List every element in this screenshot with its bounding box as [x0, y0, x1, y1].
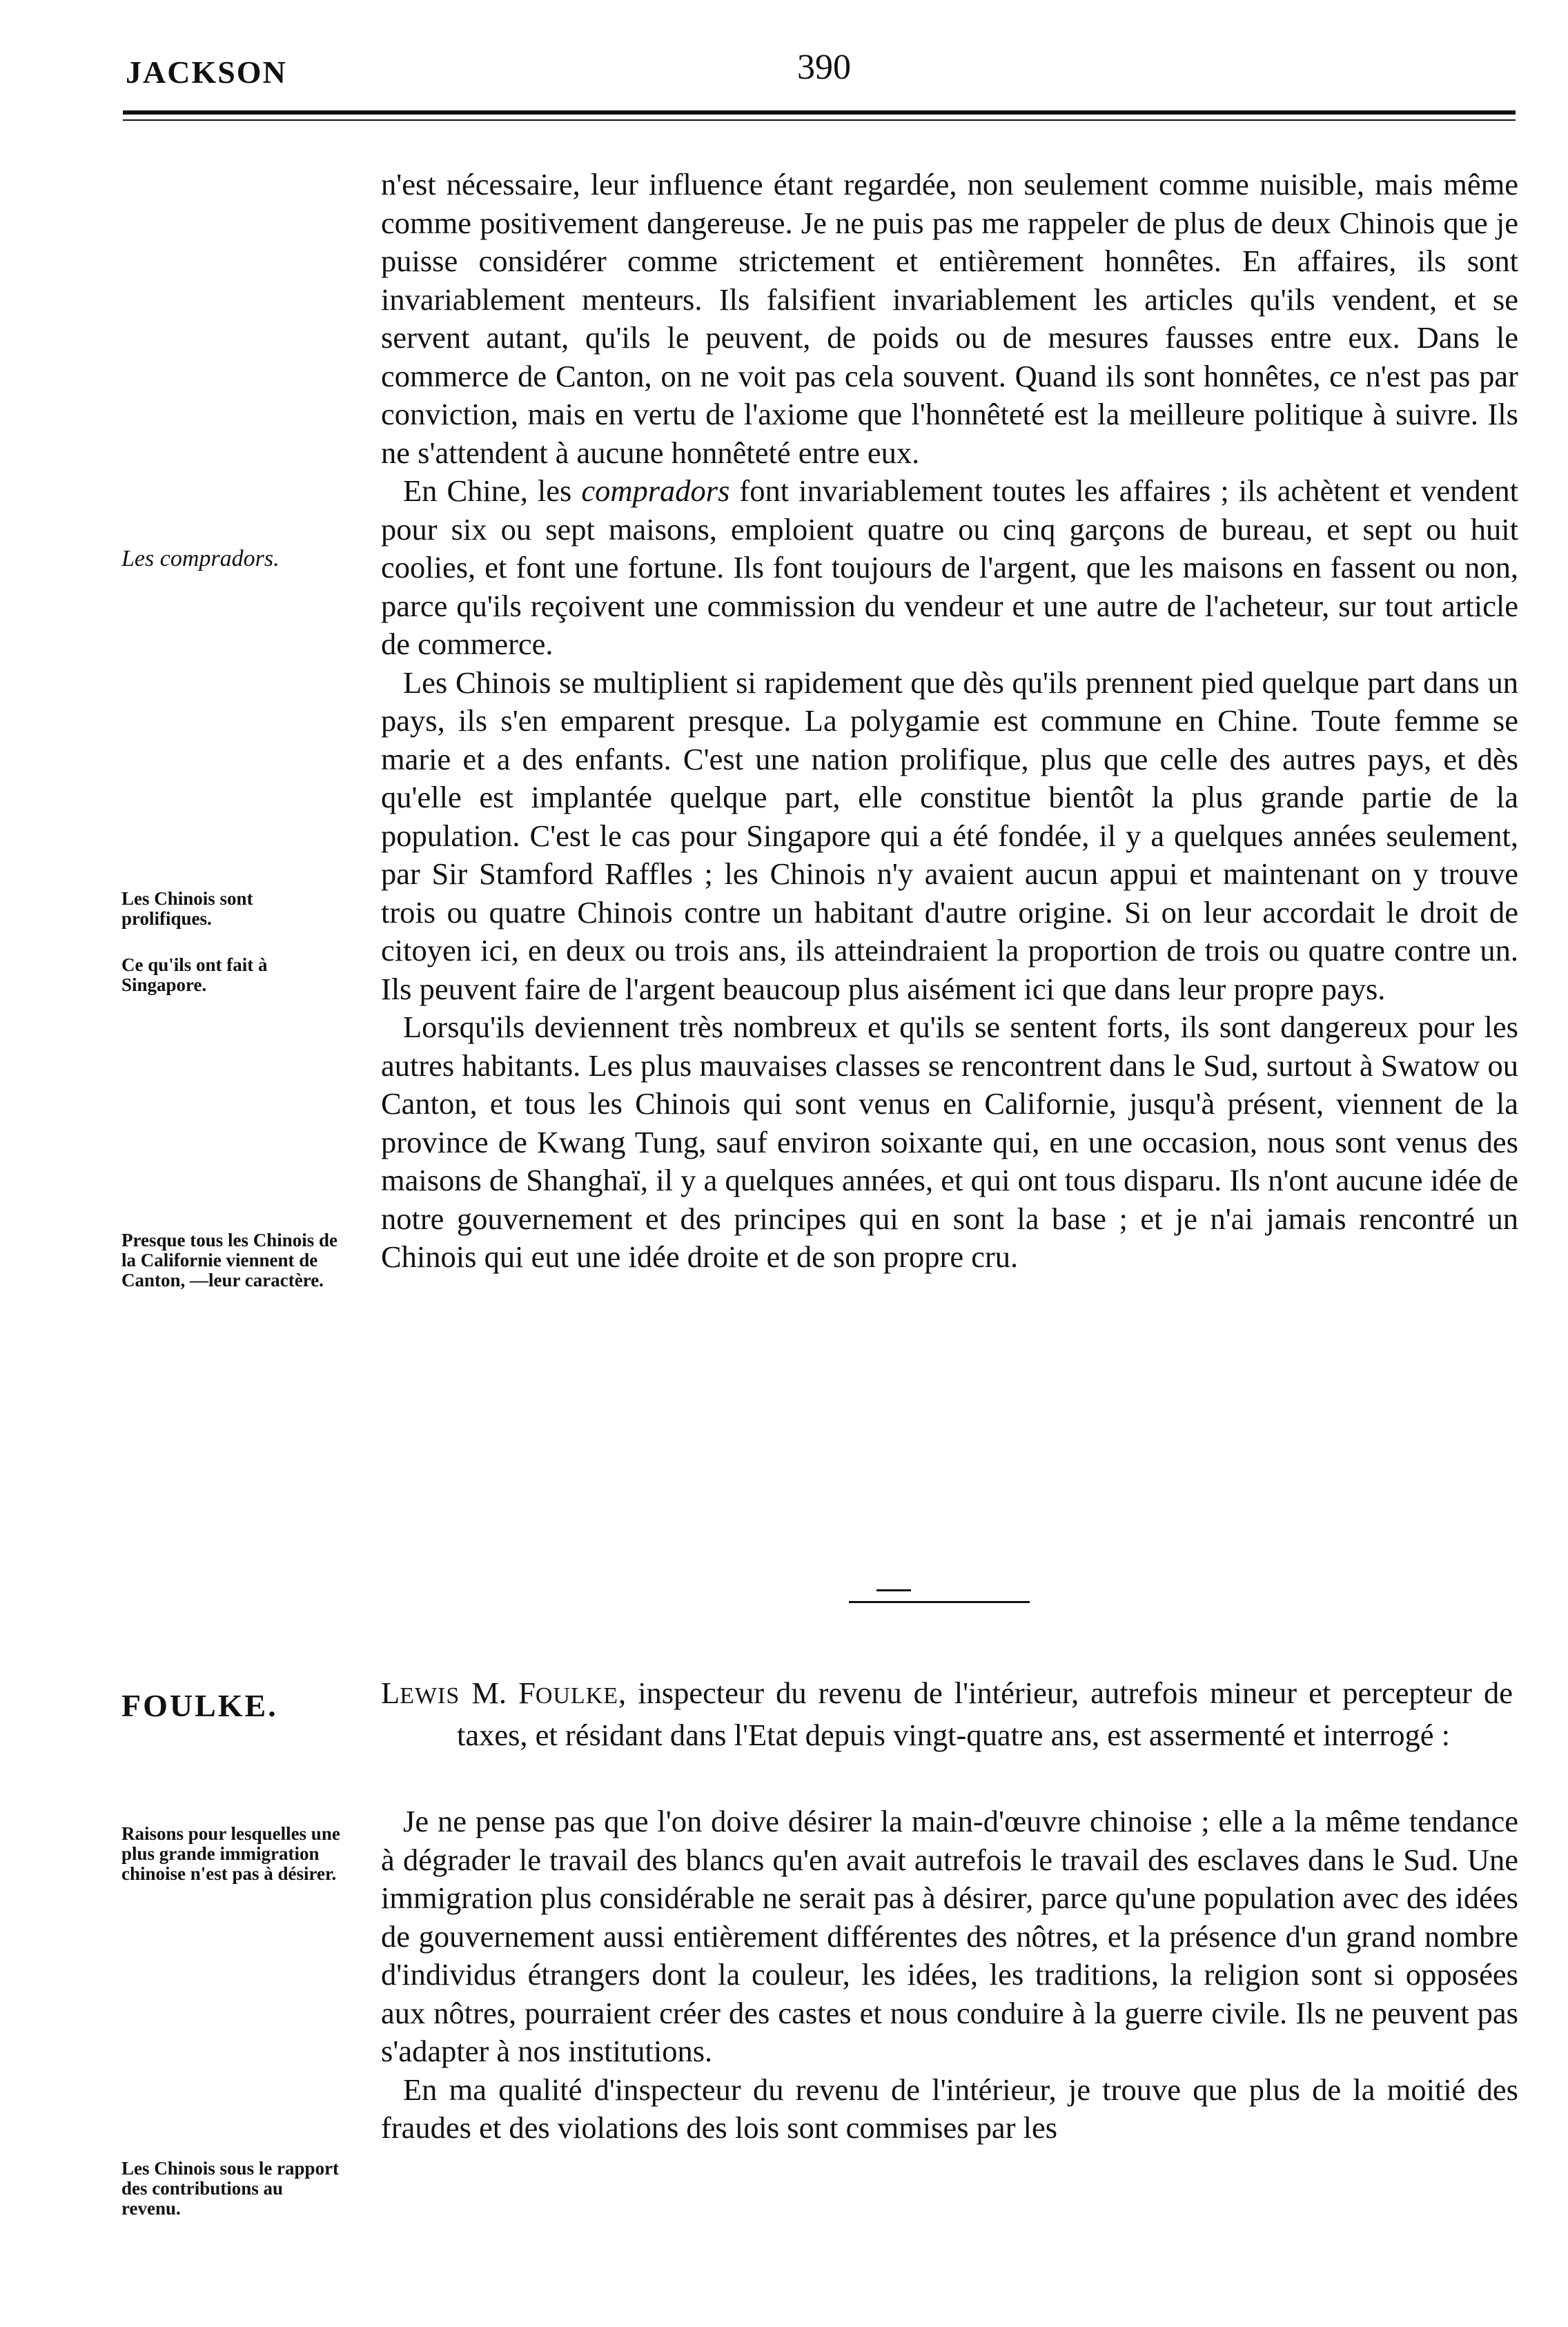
- jackson-paragraph-2: En Chine, les compradors font invariablement toutes les affaires ; ils achètent et vendent pour six ou sept maisons, emploient quatre ou cinq garçons de bureau, et sept ou huit coolies, et font une fortune. Ils font toujours de l'argent, que les maisons en fassent ou non, parce qu'ils reçoivent une commission du vendeur et une autre de l'acheteur, sur tout article de commerce.: [381, 473, 1518, 661]
- foulke-paragraph-1: Je ne pense pas que l'on doive désirer la main-d'œuvre chinoise ; elle a la même tendance à dégrader le travail des blancs qu'en avait autrefois le travail des esclaves dans le Sud. Une immigration plus considérable ne serait pas à désirer, parce qu'une population avec des idées de gouvernement aussi entièrement différentes des nôtres, et la présence d'un grand nombre d'individus étrangers dont la couleur, les idées, les traditions, la religion sont si opposées aux nôtres, pourraient créer des castes et nous conduire à la guerre civile. Ils ne peuvent pas s'adapter à nos institutions.: [381, 1804, 1518, 2068]
- running-head-title: JACKSON: [126, 55, 287, 90]
- margin-note-revenue: Les Chinois sous le rapport des contributions au revenu.: [121, 2158, 340, 2219]
- foulke-testimony: [381, 1803, 1518, 2148]
- margin-note-singapore: Ce qu'ils ont fait à Singapore.: [121, 954, 268, 995]
- jackson-paragraph-4: Lorsqu'ils deviennent très nombreux et qu'ils se sentent forts, ils sont dangereux pour les autres habitants. Les plus mauvaises classes se rencontrent dans le Sud, surtout à Swatow ou Canton, et tous les Chinois qui sont venus en Californie, jusqu'à présent, viennent de la province de Kwang Tung, sauf environ soixante qui, en une occasion, nous sont venus des maisons de Shanghaï, il y a quelques années, et qui ont tous disparu. Ils n'ont aucune idée de notre gouvernement et des principes qui en sont la base ; et je n'ai jamais rencontré un Chinois qui eut une idée droite et de son propre cru.: [381, 1010, 1518, 1274]
- header-rule-thick: [123, 110, 1516, 115]
- section-separator-short: [876, 1589, 911, 1591]
- margin-note-reasons: Raisons pour lesquelles une plus grande immigration chinoise n'est pas à désirer.: [121, 1823, 340, 1884]
- jackson-paragraph-3: Les Chinois se multiplient si rapidement que dès qu'ils prennent pied quelque part dans un pays, ils s'en emparent presque. La polygamie est commune en Chine. Toute femme se marie et a des enfants. C'est une nation prolifique, plus que celle des autres pays, et dès qu'elle est implantée quelque part, elle constitue bientôt la plus grande partie de la population. C'est le cas pour Singapore qui a été fondée, il y a quelques années seulement, par Sir Stamford Raffles ; les Chinois n'y avaient aucun appui et maintenant on y trouve trois ou quatre Chinois contre un habitant d'autre origine. Si on leur accordait le droit de citoyen ici, en deux ou trois ans, ils atteindraient la proportion de trois ou quatre contre un. Ils peuvent faire de l'argent beaucoup plus aisément ici que dans leur propre pays.: [381, 665, 1518, 1006]
- margin-note-california: Presque tous les Chinois de la Californie viennent de Canton, —leur caractère.: [121, 1230, 338, 1290]
- jackson-paragraph-1: n'est nécessaire, leur influence étant regardée, non seulement comme nuisible, mais même comme positivement dangereuse. Je ne puis pas me rappeler de plus de deux Chinois que je puisse considérer comme strictement et entièrement honnêtes. En affaires, ils sont invariablement menteurs. Ils falsifient invariablement les articles qu'ils vendent, et se servent autant, qu'ils le peuvent, de poids ou de mesures fausses entre eux. Dans le commerce de Canton, on ne voit pas cela souvent. Quand ils sont honnêtes, ce n'est pas par conviction, mais en vertu de l'axiome que l'honnêteté est la meilleure politique à suivre. Ils ne s'attendent à aucune honnêteté entre eux.: [381, 167, 1518, 470]
- section-separator-long: [849, 1601, 1030, 1603]
- foulke-paragraph-2: En ma qualité d'inspecteur du revenu de l'intérieur, je trouve que plus de la moitié des fraudes et des violations des lois sont commises par les: [381, 2072, 1518, 2145]
- margin-note-compradors: Les compradors.: [121, 546, 280, 571]
- witness-introduction: LEWIS M. FOULKE, inspecteur du revenu de l'intérieur, autrefois mineur et percepteur de taxes, et résidant dans l'Etat depuis vingt-quatre ans, est assermenté et interrogé :: [381, 1676, 1513, 1752]
- margin-note-prolific: Les Chinois sont prolifiques.: [121, 888, 253, 929]
- header-rule-thin: [123, 119, 1516, 121]
- speaker-name: FOULKE.: [121, 1688, 278, 1723]
- jackson-testimony: [381, 166, 1518, 1277]
- page-number: 390: [797, 48, 851, 87]
- running-header: [0, 41, 1568, 124]
